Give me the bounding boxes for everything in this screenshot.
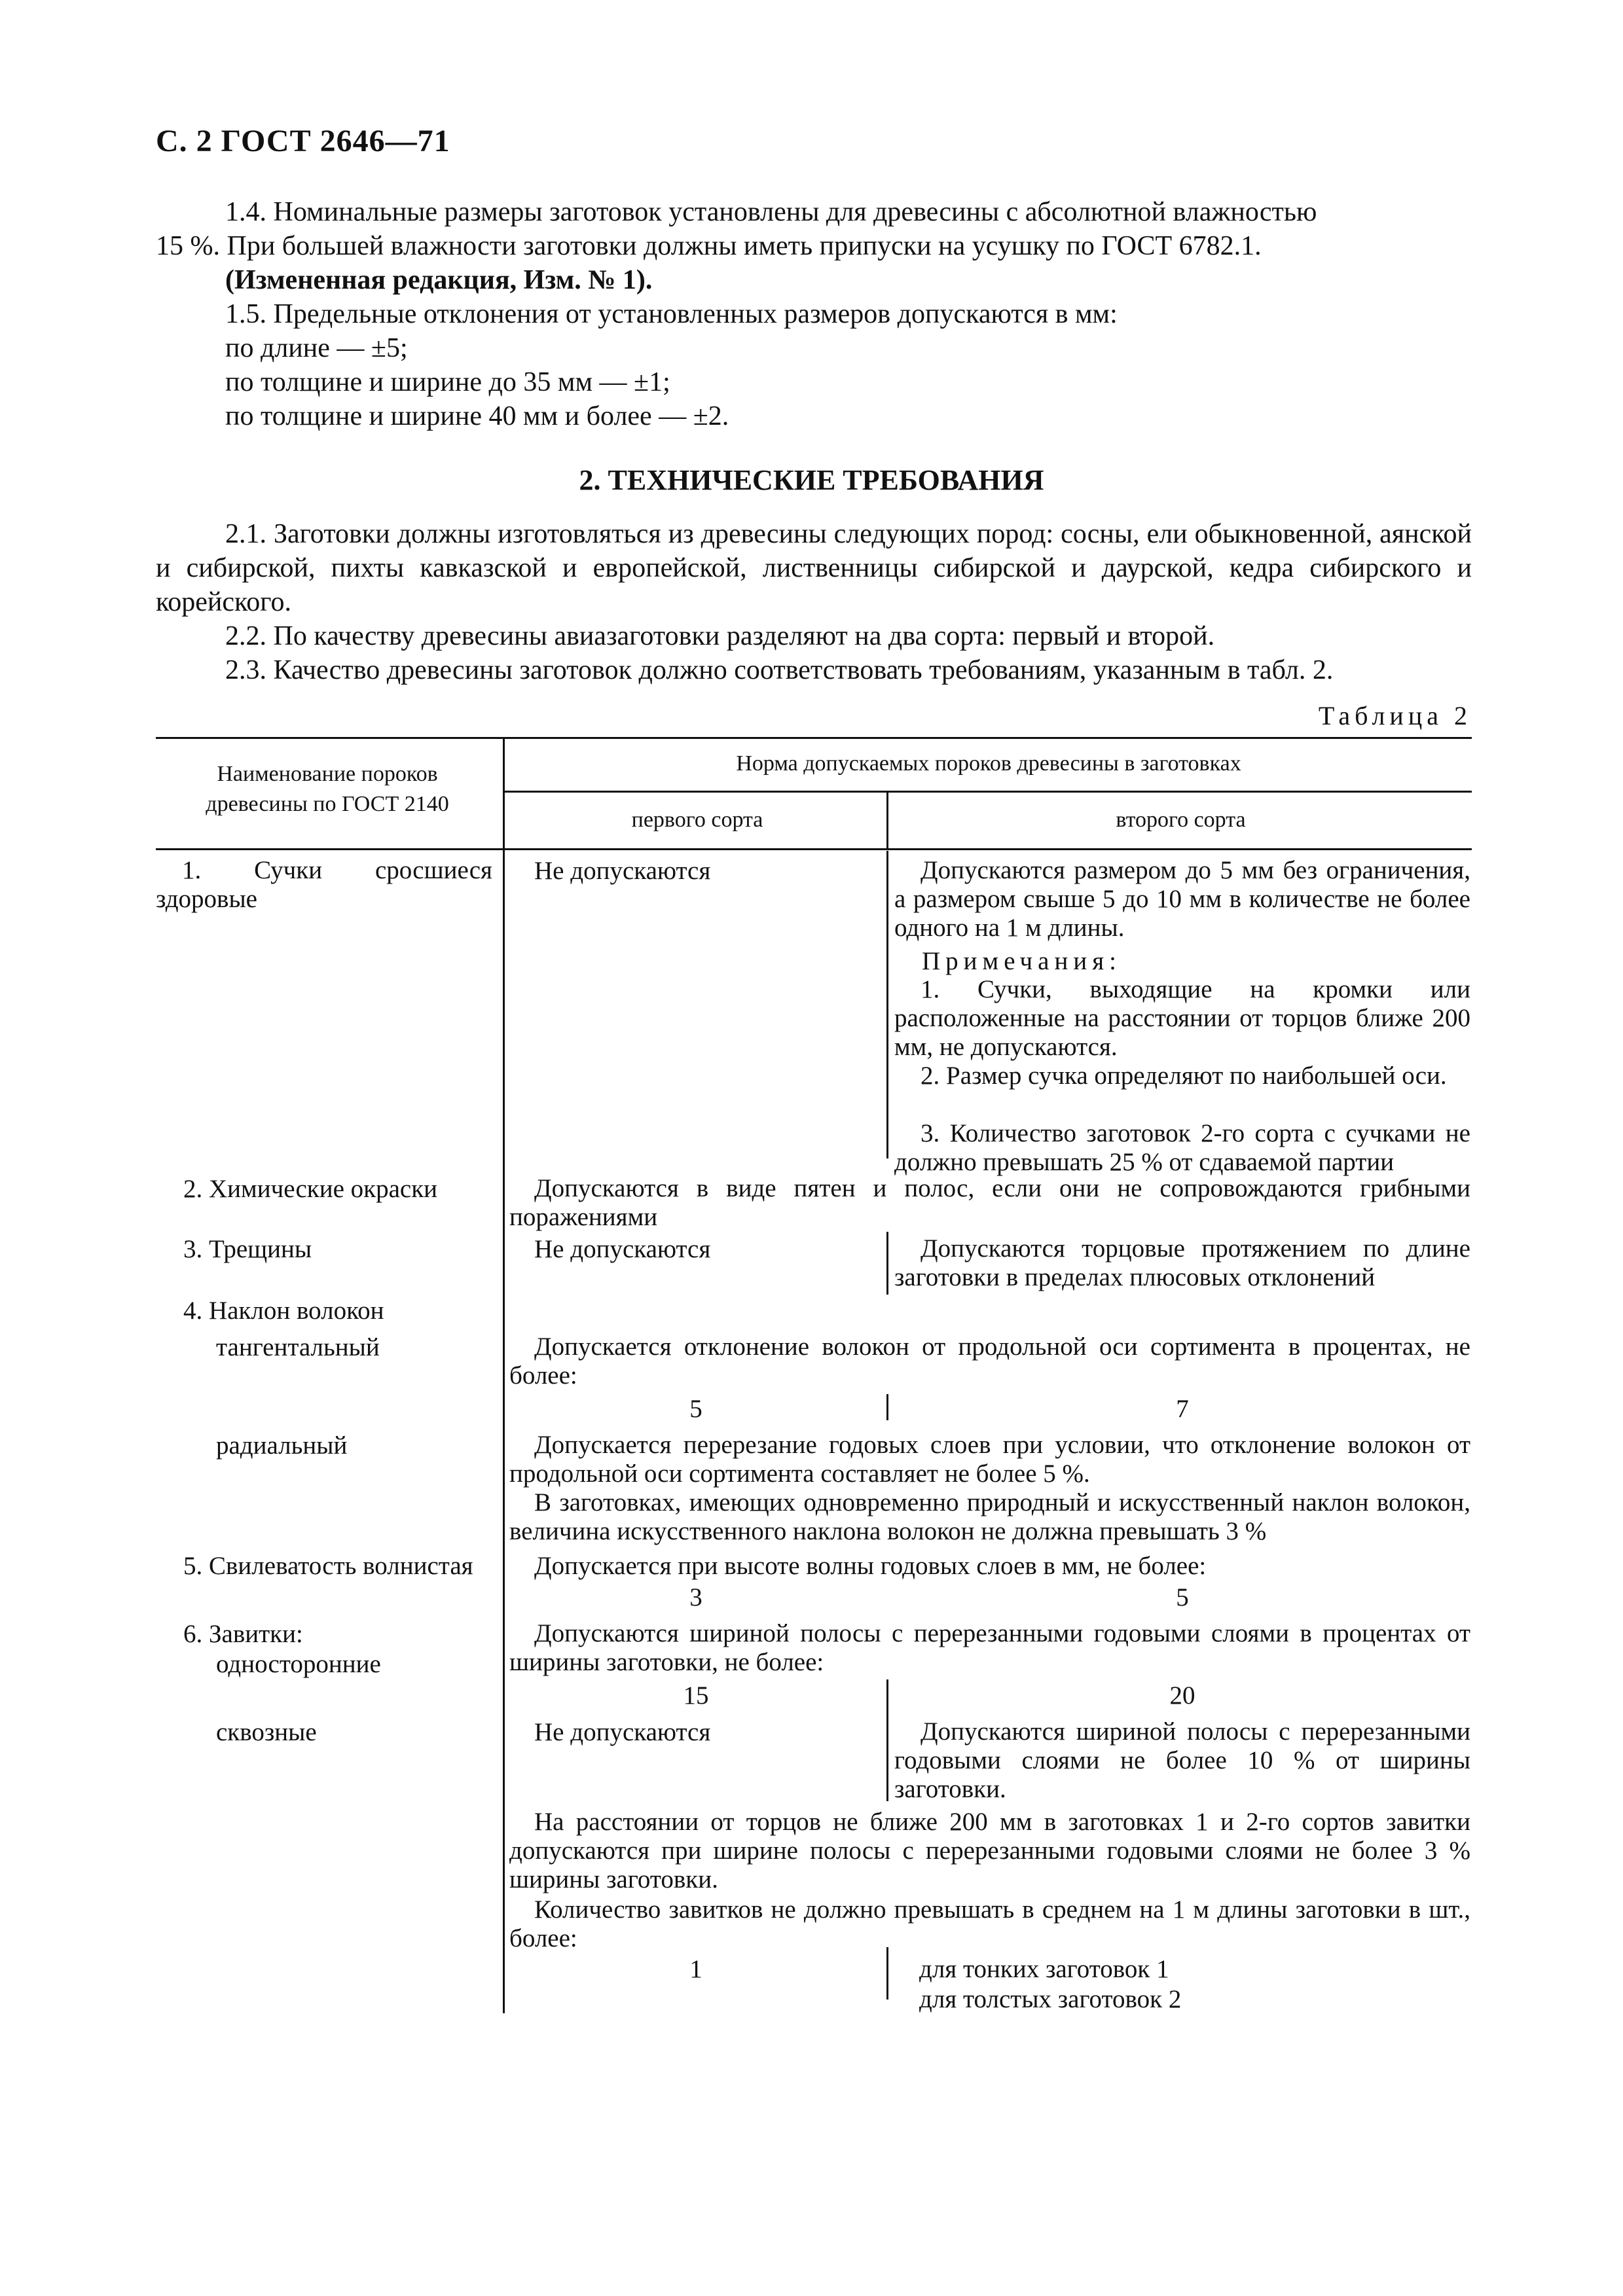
row1-notes-title: Примечания: <box>922 947 1122 975</box>
row4a-first-grade: 5 <box>689 1395 702 1423</box>
paragraph-1-4-line-2: 15 %. При большей влажности заготовки должны иметь припуски на усушку по ГОСТ 6782.1. <box>156 231 1262 261</box>
row1-defect: 1. Сучки сросшиеся здоровые <box>156 856 492 913</box>
row5-norm: Допускается при высоте волны годовых слоев в мм, не более: <box>534 1552 1207 1580</box>
row3-second-grade: Допускаются торцовые протяжением по длине заготовки в пределах плюсовых отклонений <box>894 1234 1470 1291</box>
table-head-divider <box>886 791 888 848</box>
row6a-second-grade: 20 <box>1169 1681 1195 1710</box>
row5-second-grade: 5 <box>1176 1583 1189 1611</box>
row6c-divider <box>886 1947 888 2000</box>
paragraph-2-1: 2.1. Заготовки должны изготовляться из древесины следующих пород: сосны, ели обыкновенной, аянской и сибирской, пихты кавказской и европейской, лиственницы сибирской и даурской, кедра сибирского и корейского. <box>156 519 1472 617</box>
row6-note-1: На расстоянии от торцов не ближе 200 мм в заготовках 1 и 2-го сортов завитки допускаются при ширине полосы с перерезанными годовыми слоями не более 3 % ширины заготовки. <box>509 1808 1470 1893</box>
row6-note-2: Количество завитков не должно превышать в среднем на 1 м длины заготовки в шт., более: <box>509 1895 1470 1952</box>
row4a-norm: Допускается отклонение волокон от продольной оси сортимента в процентах, не более: <box>509 1333 1470 1390</box>
head-norm-group: Норма допускаемых пороков древесины в заготовках <box>736 751 1241 776</box>
row2-norm: Допускаются в виде пятен и полос, если они не сопровождаются грибными поражениями <box>509 1174 1470 1231</box>
row4b-defect: радиальный <box>216 1431 348 1460</box>
row1-first-grade: Не допускаются <box>534 857 711 885</box>
row2-defect: 2. Химические окраски <box>183 1175 438 1203</box>
tolerance-thick: по толщине и ширине 40 мм и более — ±2. <box>225 401 729 431</box>
paragraph-2-3: 2.3. Качество древесины заготовок должно соответствовать требованиям, указанным в табл. 2. <box>225 655 1334 685</box>
paragraph-1-5: 1.5. Предельные отклонения от установленных размеров допускаются в мм: <box>225 299 1118 329</box>
row1-note-3: 3. Количество заготовок 2-го сорта с сучками не должно превышать 25 % от сдаваемой партии <box>894 1119 1470 1176</box>
row6a-norm: Допускаются шириной полосы с перерезанными годовыми слоями в процентах от ширины заготовки, не более: <box>509 1619 1470 1676</box>
row4b-norm-1: Допускается перерезание годовых слоев при условии, что отклонение волокон от продольной оси сортимента составляет не более 5 %. <box>509 1431 1470 1488</box>
row6b-second-grade: Допускаются шириной полосы с перерезанными годовыми слоями не более 10 % от ширины заготовки. <box>894 1717 1470 1803</box>
row4-defect: 4. Наклон волокон <box>183 1297 384 1325</box>
row3-divider <box>886 1232 888 1295</box>
table-caption: Таблица 2 <box>1318 701 1472 730</box>
row1-divider <box>886 851 888 1158</box>
paragraph-1-4-line-1: 1.4. Номинальные размеры заготовок установлены для древесины с абсолютной влажностью <box>225 197 1317 227</box>
amendment-note: (Измененная редакция, Изм. № 1). <box>225 265 653 295</box>
table-subhead-rule <box>504 791 1472 793</box>
row5-defect: 5. Свилеватость волнистая <box>183 1552 473 1580</box>
table-head-rule <box>156 848 1472 850</box>
section-2-title: 2. ТЕХНИЧЕСКИЕ ТРЕБОВАНИЯ <box>579 464 1044 496</box>
row4b-norm-2: В заготовках, имеющих одновременно природный и искусственный наклон волокон, величина искусственного наклона волокон не должна превышать 3 % <box>509 1488 1470 1545</box>
row1-note-1: 1. Сучки, выходящие на кромки или расположенные на расстоянии от торцов ближе 200 мм, не допускаются. <box>894 975 1470 1061</box>
row1-second-grade: Допускаются размером до 5 мм без ограничения, а размером свыше 5 до 10 мм в количестве не более одного на 1 м длины. <box>894 856 1470 942</box>
table-col-divider <box>503 737 505 2013</box>
paragraph-2-2: 2.2. По качеству древесины авиазаготовки разделяют на два сорта: первый и второй. <box>225 621 1215 651</box>
row4a-divider <box>886 1394 888 1420</box>
row6b-defect: сквозные <box>216 1718 317 1746</box>
row6-divider <box>886 1679 888 1801</box>
table-top-rule <box>156 737 1472 739</box>
row3-first-grade: Не допускаются <box>534 1235 711 1263</box>
row1-note-2: 2. Размер сучка определяют по наибольшей оси. <box>921 1062 1447 1090</box>
tolerance-length: по длине — ±5; <box>225 333 408 363</box>
row6-defect: 6. Завитки: <box>183 1620 303 1648</box>
row6a-first-grade: 15 <box>683 1681 709 1710</box>
row6c-second-grade-thick: для толстых заготовок 2 <box>919 1985 1182 2013</box>
head-first-grade: первого сорта <box>631 808 763 832</box>
row6b-first-grade: Не допускаются <box>534 1718 711 1746</box>
row6c-first-grade: 1 <box>689 1955 702 1983</box>
row6c-second-grade-thin: для тонких заготовок 1 <box>919 1955 1169 1983</box>
row4a-second-grade: 7 <box>1176 1395 1189 1423</box>
page-header: С. 2 ГОСТ 2646—71 <box>156 124 450 158</box>
row6a-defect: односторонние <box>216 1650 381 1678</box>
head-defect-name: Наименование пороков древесины по ГОСТ 2140 <box>206 762 449 816</box>
tolerance-thin: по толщине и ширине до 35 мм — ±1; <box>225 367 670 397</box>
row5-first-grade: 3 <box>689 1583 702 1611</box>
row4a-defect: тангентальный <box>216 1333 380 1361</box>
head-second-grade: второго сорта <box>1116 808 1246 832</box>
row3-defect: 3. Трещины <box>183 1235 312 1263</box>
